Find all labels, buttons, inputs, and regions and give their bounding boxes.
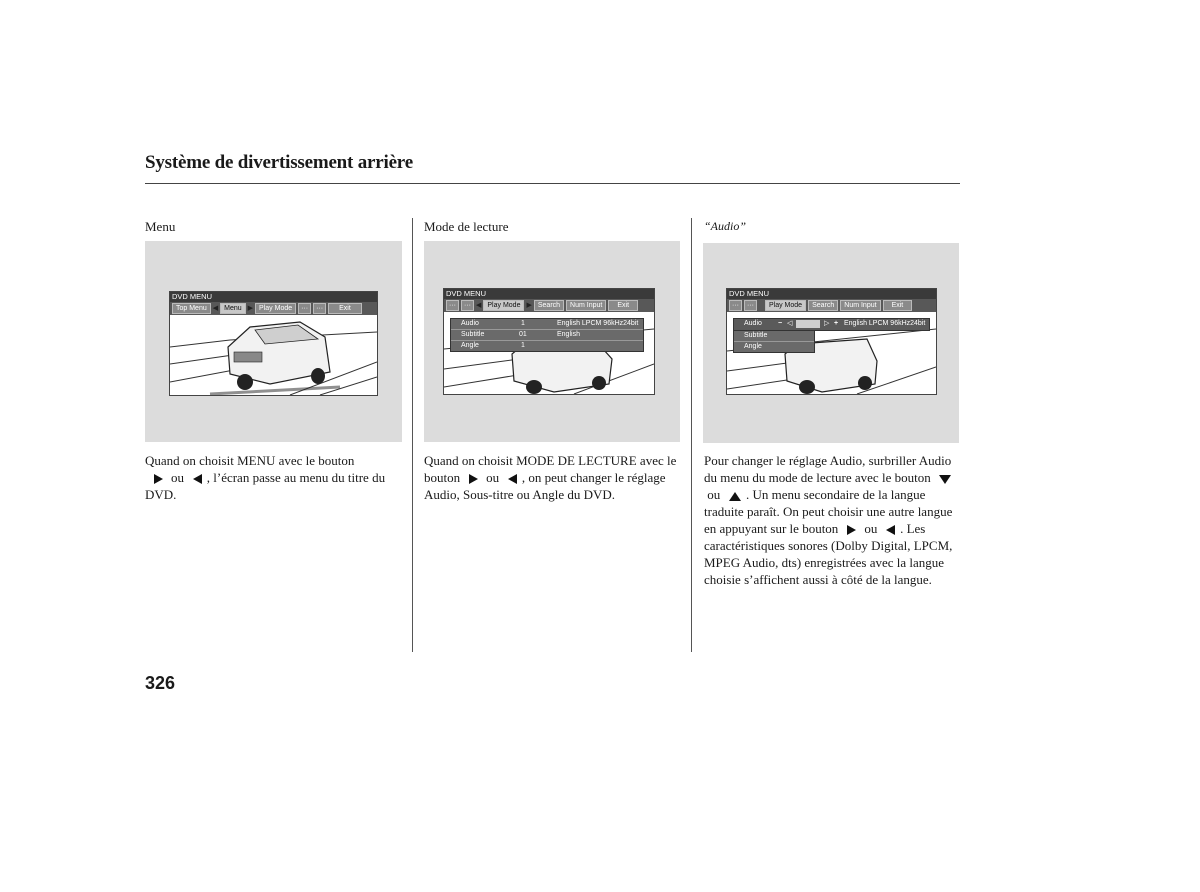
subtitle-row[interactable] — [734, 331, 814, 342]
exit-button[interactable]: Exit — [608, 300, 638, 311]
num-input-button[interactable]: Num Input — [840, 300, 880, 311]
row-label: Subtitle — [461, 331, 485, 338]
left-caret-icon: ◀ — [476, 301, 482, 309]
audio-row — [734, 319, 929, 329]
row-number: 1 — [521, 320, 525, 327]
language-slot — [796, 320, 820, 328]
audio-row[interactable] — [451, 319, 643, 330]
play-mode-submenu — [450, 318, 644, 352]
right-triangle-icon — [847, 525, 856, 535]
angle-row[interactable] — [451, 341, 643, 351]
description-text: , on peut changer le réglage Audio, Sous-titre ou Angle du DVD. — [424, 470, 666, 502]
description-text: Quand on choisit MODE DE LECTURE avec le bouton — [424, 453, 677, 485]
description-text: ou — [864, 521, 878, 536]
left-caret-icon: ◀ — [212, 304, 219, 312]
dvd-menu-bar — [727, 299, 936, 312]
up-triangle-icon — [729, 492, 741, 501]
row-label: Subtitle — [744, 332, 768, 339]
description-text: ou — [486, 470, 500, 485]
exit-button[interactable]: Exit — [328, 303, 362, 314]
description-text: Quand on choisit MENU avec le bouton — [145, 453, 355, 468]
play-mode-button[interactable]: Play Mode — [255, 303, 296, 314]
row-value: English LPCM 96kHz24bit — [557, 320, 639, 327]
row-number: 1 — [521, 342, 525, 349]
menu-button[interactable]: Menu — [220, 303, 246, 314]
audio-heading: “Audio” — [704, 219, 747, 233]
page-title: Système de divertissement arrière — [145, 152, 413, 173]
more-button[interactable]: ··· — [729, 300, 742, 311]
row-label: Audio — [461, 320, 479, 327]
plus-icon[interactable]: + — [834, 320, 839, 327]
down-triangle-icon — [939, 475, 951, 484]
dvd-screen — [726, 288, 937, 395]
play-mode-screen-figure — [424, 241, 680, 442]
row-number: 01 — [519, 331, 527, 338]
column-divider — [691, 218, 692, 652]
row-label: Audio — [744, 320, 762, 327]
dvd-screen — [443, 288, 655, 395]
minus-icon[interactable]: − — [778, 320, 783, 327]
play-mode-submenu — [733, 330, 815, 353]
more-button[interactable]: ··· — [298, 303, 311, 314]
right-caret-icon: ▶ — [526, 301, 532, 309]
right-caret-icon: ▶ — [247, 304, 254, 312]
play-mode-button[interactable]: Play Mode — [765, 300, 806, 311]
title-divider — [145, 183, 960, 184]
description-text: Pour changer le réglage Audio, surbriller Audio du menu du mode de lecture avec le bouton — [704, 453, 952, 485]
play-mode-description — [424, 452, 686, 503]
description-text: . Un menu secondaire de la langue traduite paraît. On peut choisir une autre langue en appuyant sur le bouton — [704, 487, 953, 536]
row-label: Angle — [461, 342, 479, 349]
dvd-menu-header: DVD MENU — [170, 292, 377, 302]
left-triangle-icon — [886, 525, 895, 535]
top-menu-button[interactable]: Top Menu — [172, 303, 211, 314]
description-text: , l’écran passe au menu du titre du DVD. — [145, 470, 386, 502]
dvd-menu-bar — [170, 302, 377, 315]
subtitle-row[interactable] — [451, 330, 643, 341]
menu-screen-figure — [145, 241, 402, 442]
right-triangle-icon — [469, 474, 478, 484]
description-text: ou — [171, 470, 184, 485]
row-value: English — [557, 331, 580, 338]
menu-heading: Menu — [145, 219, 176, 234]
description-text: . Les caractéristiques sonores (Dolby Digital, LPCM, MPEG Audio, dts) enregistrées avec la langue choisie s’affichent aussi à côté de la langue. — [704, 521, 953, 587]
left-triangle-icon — [508, 474, 517, 484]
more-button[interactable]: ··· — [446, 300, 459, 311]
column-divider — [412, 218, 413, 652]
more-button[interactable]: ··· — [313, 303, 326, 314]
page-number: 326 — [145, 673, 176, 693]
play-mode-button[interactable]: Play Mode — [483, 300, 524, 311]
left-caret-icon: ◁ — [787, 320, 793, 327]
left-triangle-icon — [193, 474, 202, 484]
play-mode-heading: Mode de lecture — [424, 219, 509, 234]
search-button[interactable]: Search — [808, 300, 838, 311]
dvd-menu-bar — [444, 299, 654, 312]
search-button[interactable]: Search — [534, 300, 564, 311]
row-value: English LPCM 96kHz24bit — [844, 320, 926, 327]
audio-screen-figure — [703, 243, 959, 443]
right-triangle-icon — [154, 474, 163, 484]
audio-description — [704, 452, 956, 588]
more-button[interactable]: ··· — [461, 300, 474, 311]
row-label: Angle — [744, 343, 762, 350]
num-input-button[interactable]: Num Input — [566, 300, 606, 311]
menu-description — [145, 452, 405, 503]
description-text: ou — [707, 487, 721, 502]
dvd-menu-header: DVD MENU — [727, 289, 936, 299]
dvd-screen — [169, 291, 378, 396]
dvd-menu-header: DVD MENU — [444, 289, 654, 299]
right-caret-icon: ▷ — [824, 320, 830, 327]
angle-row[interactable] — [734, 342, 814, 352]
exit-button[interactable]: Exit — [883, 300, 913, 311]
more-button[interactable]: ··· — [744, 300, 757, 311]
